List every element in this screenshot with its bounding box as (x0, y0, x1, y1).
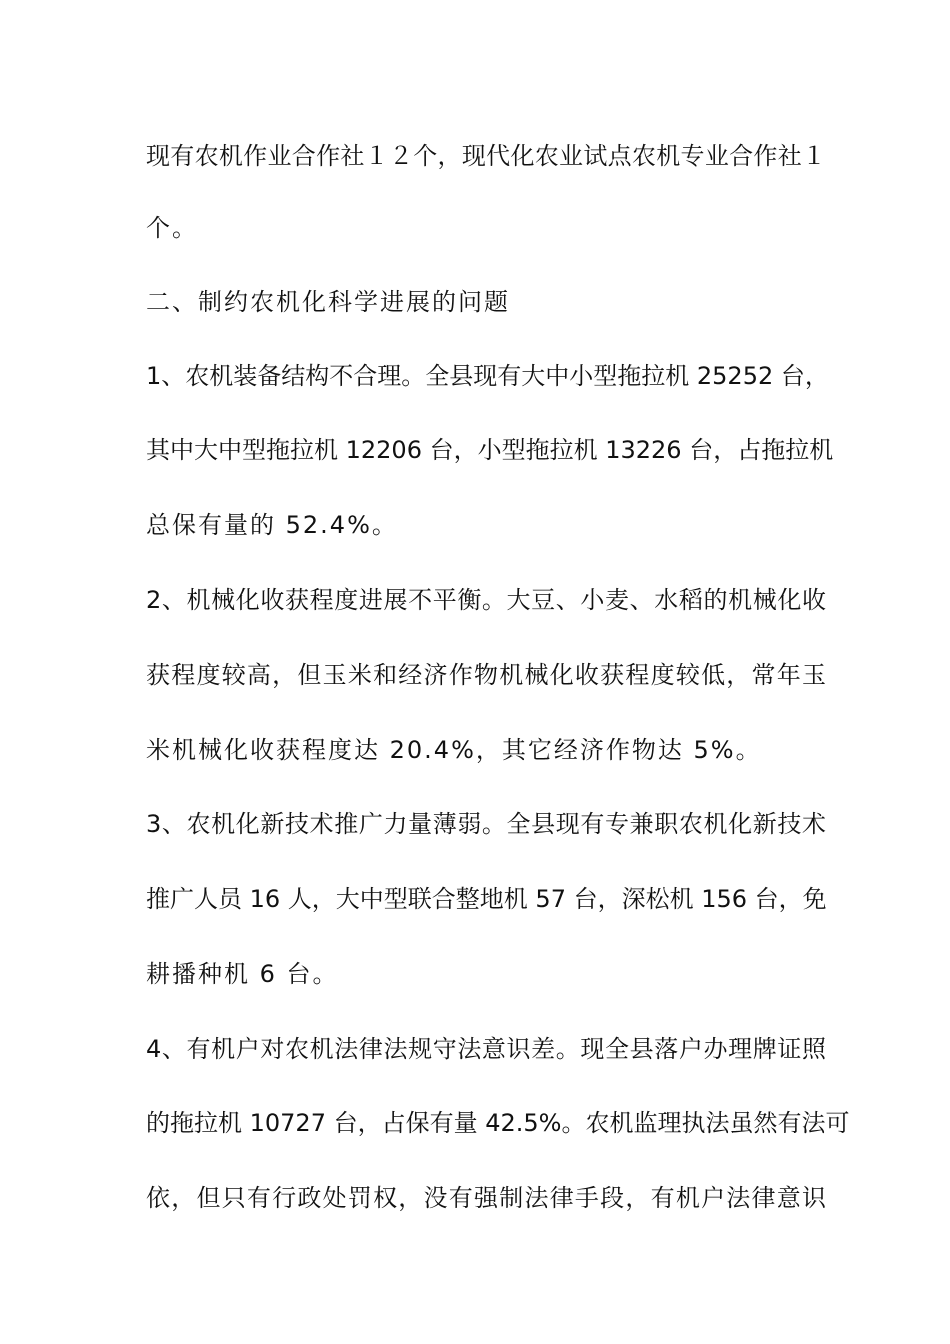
text-line: 推广人员 16 人，大中型联合整地机 57 台，深松机 156 台，免 (146, 885, 827, 913)
text-line: 总保有量的 52.4%。 (146, 511, 398, 539)
text-line: 1、农机装备结构不合理。全县现有大中小型拖拉机 25252 台， (146, 362, 829, 390)
text-line: 个。 (146, 214, 198, 242)
text-line: 依，但只有行政处罚权，没有强制法律手段，有机户法律意识 (146, 1184, 826, 1212)
text-line: 米机械化收获程度达 20.4%，其它经济作物达 5%。 (146, 736, 762, 764)
text-line: 4、有机户对农机法律法规守法意识差。现全县落户办理牌证照 (146, 1035, 826, 1063)
text-line: 其中大中型拖拉机 12206 台，小型拖拉机 13226 台，占拖拉机 (146, 436, 834, 464)
text-line: 现有农机作业合作社１２个，现代化农业试点农机专业合作社１ (146, 142, 826, 170)
text-line: 2、机械化收获程度进展不平衡。大豆、小麦、水稻的机械化收 (146, 586, 826, 614)
text-line: 获程度较高，但玉米和经济作物机械化收获程度较低，常年玉 (146, 661, 826, 689)
text-line: 的拖拉机 10727 台，占保有量 42.5%。农机监理执法虽然有法可 (146, 1109, 850, 1137)
text-line: 3、农机化新技术推广力量薄弱。全县现有专兼职农机化新技术 (146, 810, 826, 838)
section-heading: 二、制约农机化科学进展的问题 (146, 288, 510, 316)
text-line: 耕播种机 6 台。 (146, 960, 339, 988)
